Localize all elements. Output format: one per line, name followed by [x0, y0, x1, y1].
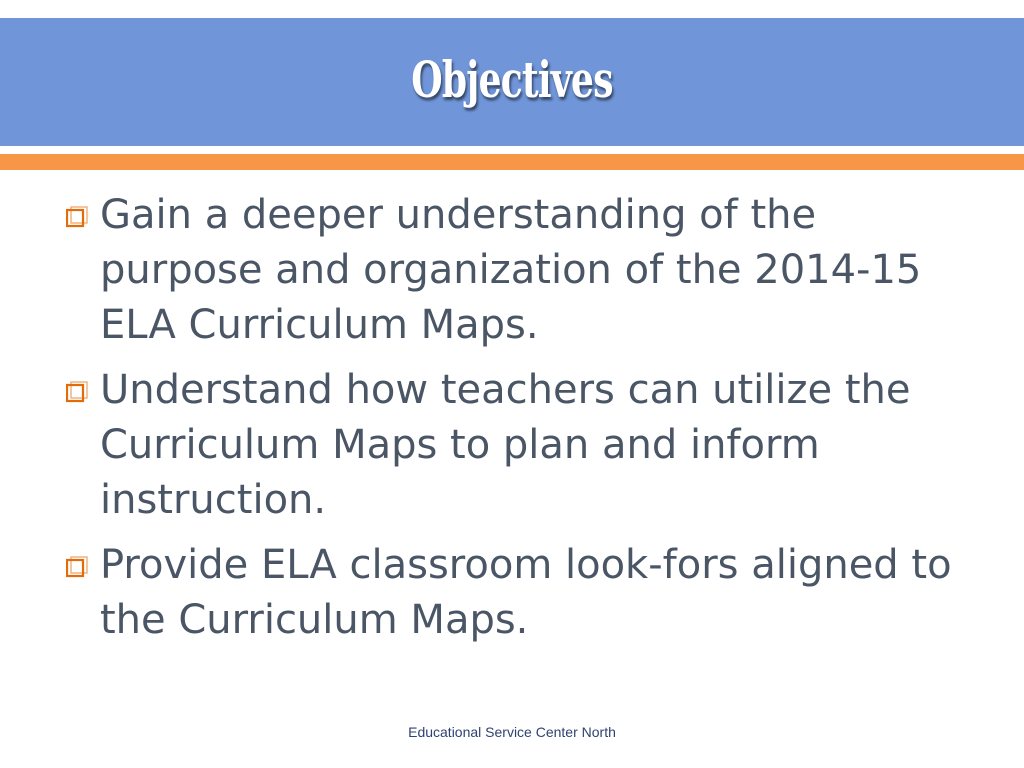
bullet-text: Understand how teachers can utilize the Curriculum Maps to plan and inform instruction. — [100, 367, 911, 523]
bullet-item — [62, 188, 982, 353]
footer-text: Educational Service Center North — [408, 724, 616, 740]
slide-title: Objectives — [411, 49, 613, 109]
bullet-item — [62, 363, 982, 528]
bullet-item — [62, 538, 982, 648]
bullet-text: Gain a deeper understanding of the purpose and organization of the 2014-15 ELA Curriculum Maps. — [100, 192, 922, 348]
accent-divider-bar — [0, 154, 1024, 170]
checkbox-icon — [66, 556, 88, 578]
accent-divider-thin — [0, 146, 1024, 152]
bullet-list — [62, 188, 982, 658]
checkbox-icon — [66, 381, 88, 403]
title-bar — [0, 18, 1024, 146]
checkbox-icon — [66, 206, 88, 228]
bullet-text: Provide ELA classroom look-fors aligned to the Curriculum Maps. — [100, 542, 952, 643]
